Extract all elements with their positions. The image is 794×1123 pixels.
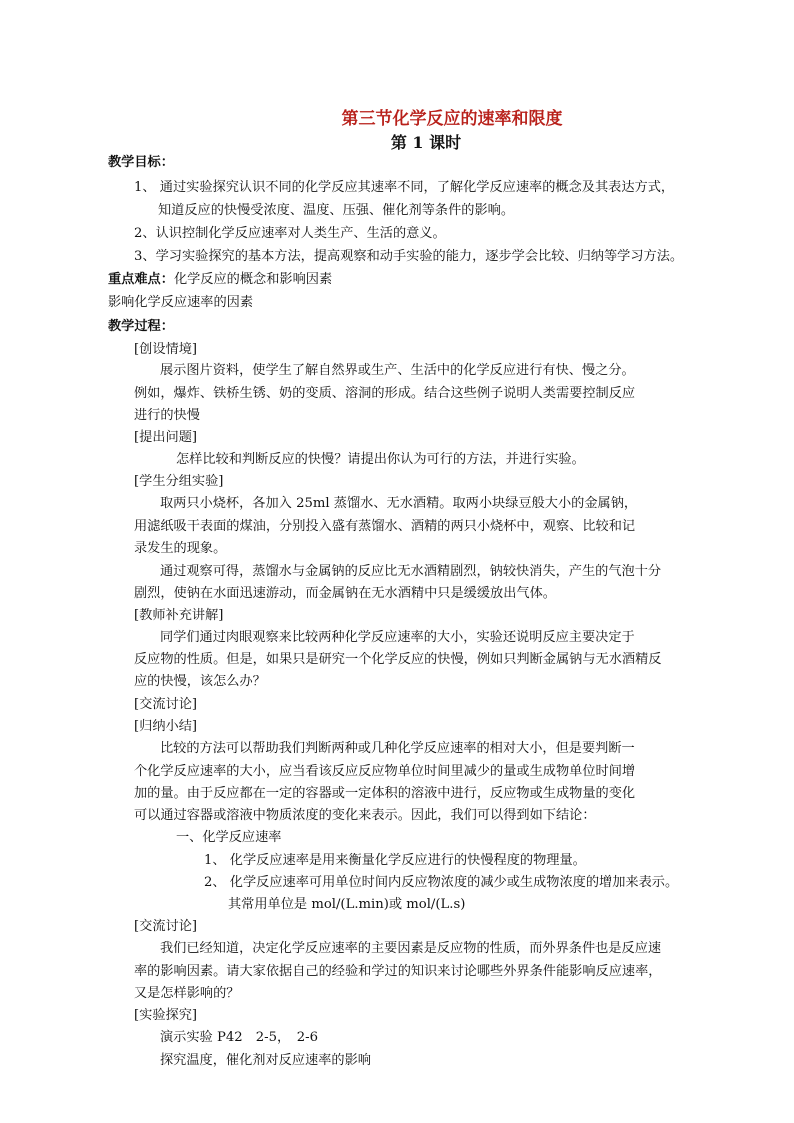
goal-line: 2、认识控制化学反应速率对人类生产、生活的意义。: [134, 226, 446, 241]
paragraph-line: 可以通过容器或溶液中物质浓度的变化来表示。因此，我们可以得到如下结论：: [134, 808, 596, 823]
section-label: [交流讨论]: [134, 697, 198, 712]
paragraph-line: 加的量。由于反应都在一定的容器或一定体积的溶液中进行，反应物或生成物量的变化: [134, 786, 636, 801]
process-heading: 教学过程：: [108, 319, 174, 334]
subheading: 一、化学反应速率: [176, 830, 282, 845]
paragraph-line: 录发生的现象。: [134, 541, 227, 556]
paragraph-line: 个化学反应速率的大小，应当看该反应反应物单位时间里减少的量或生成物单位时间增: [134, 764, 636, 779]
paragraph-line: 率的影响因素。请大家依据自己的经验和学过的知识来讨论哪些外界条件能影响反应速率，: [134, 964, 662, 979]
goal-line: 3、学习实验探究的基本方法，提高观察和动手实验的能力，逐步学会比较、归纳等学习方法。: [134, 249, 684, 264]
goal-line: 1、 通过实验探究认识不同的化学反应其速率不同，了解化学反应速率的概念及其表达方式，: [134, 180, 675, 195]
section-label: [实验探究]: [134, 1008, 198, 1023]
list-item: 1、 化学反应速率是用来衡量化学反应进行的快慢程度的物理量。: [204, 853, 586, 868]
key-text-2: 影响化学反应速率的因素: [108, 295, 254, 310]
paragraph-line: 又是怎样影响的？: [134, 986, 240, 1001]
document-title: 第三节化学反应的速率和限度: [341, 109, 563, 129]
paragraph-line: 同学们通过肉眼观察来比较两种化学反应速率的大小，实验还说明反应主要决定于: [160, 630, 635, 645]
section-label: [教师补充讲解]: [134, 608, 224, 623]
paragraph-line: 通过观察可得，蒸馏水与金属钠的反应比无水酒精剧烈，钠较快消失，产生的气泡十分: [160, 564, 662, 579]
paragraph-line: 我们已经知道，决定化学反应速率的主要因素是反应物的性质，而外界条件也是反应速: [160, 941, 662, 956]
key-text: 化学反应的概念和影响因素: [173, 272, 333, 287]
paragraph-line: 演示实验 P42 2-5， 2-6: [160, 1030, 319, 1045]
paragraph-line: 取两只小烧杯，各加入 25ml 蒸馏水、无水酒精。取两小块绿豆般大小的金属钠，: [160, 496, 638, 511]
lesson-subtitle: 第 1 课时: [390, 133, 462, 152]
paragraph-line: 反应物的性质。但是，如果只是研究一个化学反应的快慢，例如只判断金属钠与无水酒精反: [134, 652, 662, 667]
paragraph-line: 用滤纸吸干表面的煤油，分别投入盛有蒸馏水、酒精的两只小烧杯中，观察、比较和记: [134, 519, 636, 534]
list-item: 2、 化学反应速率可用单位时间内反应物浓度的减少或生成物浓度的增加来表示。: [204, 875, 679, 890]
key-points-line: [108, 269, 332, 291]
goal-line: 知道反应的快慢受浓度、温度、压强、催化剂等条件的影响。: [158, 203, 515, 218]
section-label: [交流讨论]: [134, 919, 198, 934]
list-item: 其常用单位是 mol/(L.min)或 mol/(L.s): [228, 897, 466, 912]
paragraph-line: 展示图片资料，使学生了解自然界或生产、生活中的化学反应进行有快、慢之分。: [160, 363, 635, 378]
section-label: [学生分组实验]: [134, 474, 224, 489]
paragraph-line: 探究温度，催化剂对反应速率的影响: [160, 1053, 371, 1068]
goals-heading: 教学目标：: [108, 155, 174, 170]
section-label: [提出问题]: [134, 430, 198, 445]
paragraph-line: 比较的方法可以帮助我们判断两种或几种化学反应速率的相对大小，但是要判断一: [160, 741, 635, 756]
paragraph-line: 应的快慢，该怎么办？: [134, 674, 266, 689]
key-heading: 重点难点：: [108, 272, 174, 287]
paragraph-line: 剧烈，使钠在水面迅速游动，而金属钠在无水酒精中只是缓缓放出气体。: [134, 586, 556, 601]
paragraph-line: 进行的快慢: [134, 408, 200, 423]
section-label: [创设情境]: [134, 342, 198, 357]
paragraph-line: 怎样比较和判断反应的快慢？请提出你认为可行的方法，并进行实验。: [176, 452, 585, 467]
paragraph-line: 例如，爆炸、铁桥生锈、奶的变质、溶洞的形成。结合这些例子说明人类需要控制反应: [134, 386, 636, 401]
section-label: [归纳小结]: [134, 719, 198, 734]
